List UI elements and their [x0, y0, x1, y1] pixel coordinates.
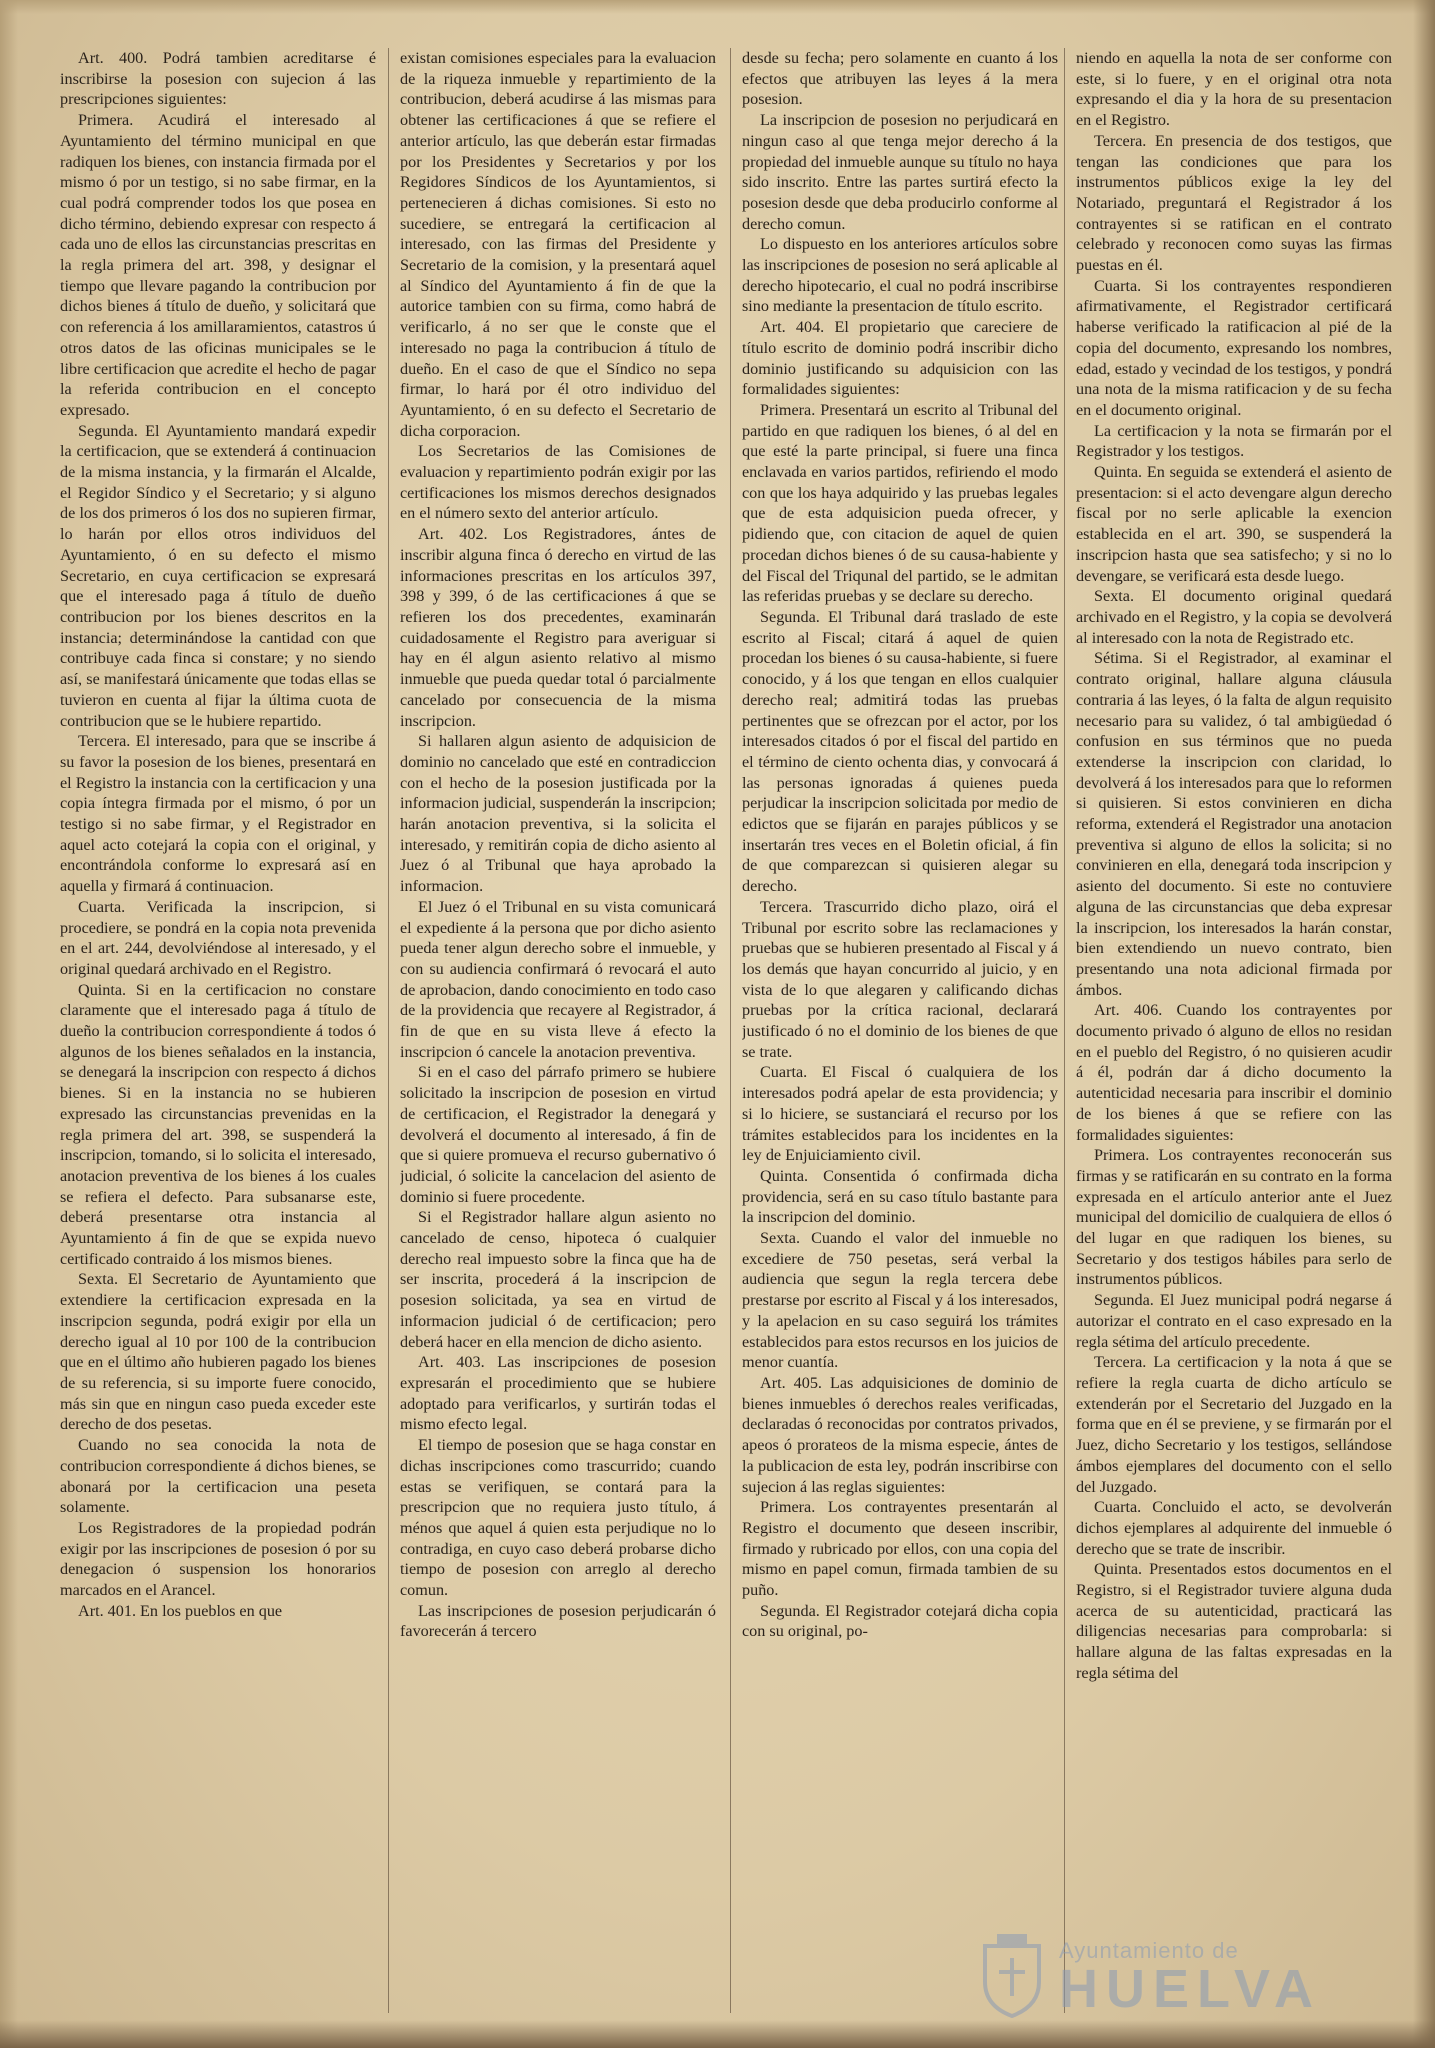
column-rule — [730, 48, 731, 2013]
paragraph: Cuarta. Concluido el acto, se devolverán dichos ejemplares al adquirente del inmueble ó derecho que se trate de inscribir. — [1076, 1498, 1392, 1558]
coat-of-arms-icon — [977, 1932, 1047, 2025]
text-columns — [60, 48, 1392, 2013]
archive-watermark — [977, 1928, 1347, 2028]
paragraph: Tercera. La certificacion y la nota á que se refiere la regla cuarta de dicho artículo se extenderán por el Secretario del Juzgado en la forma que en él se previene, y se firmarán por el Juez, dicho Secretario y los testigos, sellándose ámbos ejemplares del documento con el sello del Juzgado. — [1076, 1353, 1392, 1496]
paragraph: Cuando no sea conocida la nota de contribucion correspondiente á dichos bienes, se abonará por la certificacion una peseta solamente. — [60, 1436, 376, 1517]
paragraph: Quinta. Si en la certificacion no constare claramente que el interesado paga á título de dueño la contribucion correspondiente á todos ó algunos de los bienes señalados en la instancia, se denegará la inscripcion con respecto á dichos bienes. Si en la instancia no se hubieren expresado las circunstancias prevenidas en la regla primera del art. 398, se suspenderá la inscripcion, tomando, si lo solicita el interesado, anotacion preventiva de los bienes á los cuales se refiera el defecto. Para subsanarse este, deberá presentarse otra instancia al Ayuntamiento á fin de que se expida nuevo certificado contraido á los mismos bienes. — [60, 980, 376, 1268]
paragraph: Art. 403. Las inscripciones de posesion expresarán el procedimiento que se hubiere adoptado para verificarlos, y surtirán todas el mismo efecto legal. — [400, 1353, 716, 1434]
watermark-line2: HUELVA — [1059, 1959, 1321, 2019]
page-edge-top — [0, 0, 1435, 14]
paragraph: Los Secretarios de las Comisiones de evaluacion y repartimiento podrán exigir por las certificaciones los mismos derechos designados en el número sexto del anterior artículo. — [400, 442, 716, 523]
paragraph: Tercera. Trascurrido dicho plazo, oirá el Tribunal por escrito sobre las reclamaciones y pruebas que se hubieren presentado al Fiscal y á los demás que hayan concurrido al juicio, y en vista de lo que alegaren y calificando dichas pruebas por la crítica racional, declarará justificado ó no el dominio de los bienes de que se trate. — [742, 897, 1058, 1061]
paragraph: Art. 402. Los Registradores, ántes de inscribir alguna finca ó derecho en virtud de las informaciones prescritas en los artículos 397, 398 y 399, ó de las certificaciones á que se refieren los dos precedentes, examinarán cuidadosamente el Registro para averiguar si hay en él algun asiento relativo al mismo inmueble que pueda quedar total ó parcialmente cancelado por consecuencia de la misma inscripcion. — [400, 525, 716, 730]
paragraph: Quinta. En seguida se extenderá el asiento de presentacion: si el acto devengare algun derecho fiscal por no serle aplicable la exencion establecida en el art. 390, se suspenderá la inscripcion hasta que sea satisfecho; y si no lo devengare, se verificará esta desde luego. — [1076, 463, 1392, 585]
column-rule — [1064, 48, 1065, 2013]
paragraph: El Juez ó el Tribunal en su vista comunicará el expediente á la persona que por dicho asiento pueda tener algun derecho sobre el inmueble, y con su audiencia confirmará ó revocará el auto de aprobacion, dando conocimiento en todo caso de la providencia que recayere al Registrador, á fin de que en su vista lleve á efecto la inscripcion ó cancele la anotacion preventiva. — [400, 897, 716, 1061]
paragraph: Primera. Acudirá el interesado al Ayuntamiento del término municipal en que radiquen los bienes, con instancia firmada por el mismo ó por un testigo, si no sabe firmar, en la cual podrá comprender todos los que posea en dicho término, debiendo expresar con respecto á cada uno de ellos las circunstancias prescritas en la regla primera del art. 398, y designar el tiempo que llevare pagando la contribucion por dichos bienes á título de dueño, y solicitará que con referencia á los amillaramientos, catastros ú otros datos de las oficinas municipales se le libre certificacion que acredite el hecho de pagar la referida contribucion en el concepto expresado. — [60, 111, 376, 419]
column-3 — [742, 48, 1058, 2013]
paragraph: Sétima. Si el Registrador, al examinar el contrato original, hallare alguna cláusula contraria á las leyes, ó la falta de algun requisito necesario para su validez, ó tal ambigüedad ó confusion en sus términos que no pueda extenderse la inscripcion con claridad, lo devolverá á los interesados para que lo reformen si quisieren. Si estos convinieren en dicha reforma, extenderá el Registrador una anotacion preventiva si alguno de ellos la solicita; si no convinieren en ella, denegará toda inscripcion y asiento del documento. Si este no contuviere alguna de las circunstancias que deba expresar la inscripcion, los interesados la harán constar, bien extendiendo un nuevo contrato, bien presentando una nota adicional firmada por ámbos. — [1076, 649, 1392, 999]
watermark-line1: Ayuntamiento de — [1059, 1938, 1239, 1963]
paragraph: Primera. Los contrayentes reconocerán sus firmas y se ratificarán en su contrato en la forma expresada en el artículo anterior ante el Juez municipal del domicilio de cualquiera de ellos ó del lugar en que radiquen los bienes, su Secretario y dos testigos hábiles para serlo de instrumentos públicos. — [1076, 1146, 1392, 1289]
paragraph: La inscripcion de posesion no perjudicará en ningun caso al que tenga mejor derecho á la propiedad del inmueble aunque su título no haya sido inscrito. Entre las partes surtirá efecto la posesion desde que deba producirlo conforme al derecho comun. — [742, 111, 1058, 233]
paragraph: Las inscripciones de posesion perjudicarán ó favorecerán á tercero — [400, 1601, 716, 1641]
page-edge-left — [0, 0, 18, 2048]
paragraph: Quinta. Consentida ó confirmada dicha providencia, será en su caso título bastante para la inscripcion del dominio. — [742, 1166, 1058, 1227]
column-rule — [388, 48, 389, 2013]
paragraph: Tercera. En presencia de dos testigos, que tengan las condiciones que para los instrumentos públicos exige la ley del Notariado, preguntará el Registrador á los contrayentes si se ratifican en el contrato celebrado y reconocen como suyas las firmas puestas en él. — [1076, 131, 1392, 275]
page-edge-right — [1413, 0, 1435, 2048]
paragraph: niendo en aquella la nota de ser conforme con este, si lo fuere, y en el original otra nota expresando el dia y la hora de su presentacion en el Registro. — [1076, 49, 1392, 130]
paragraph: desde su fecha; pero solamente en cuanto á los efectos que atribuyen las leyes á la mera posesion. — [742, 49, 1058, 109]
column-4 — [1076, 48, 1392, 2013]
column-1 — [60, 48, 376, 2013]
paragraph: Si el Registrador hallare algun asiento no cancelado de censo, hipoteca ó cualquier derecho real impuesto sobre la finca que ha de ser inscrita, procederá á la inscripcion de posesion solicitada, ya sea en virtud de informacion judicial ó de certificacion; pero deberá hacer en ella mencion de dicho asiento. — [400, 1208, 716, 1351]
paragraph: La certificacion y la nota se firmarán por el Registrador y los testigos. — [1076, 421, 1392, 461]
paragraph: Art. 400. Podrá tambien acreditarse é inscribirse la posesion con sujecion á las prescripciones siguientes: — [60, 49, 376, 109]
paragraph: Segunda. El Juez municipal podrá negarse á autorizar el contrato en el caso expresado en la regla sétima del artículo precedente. — [1076, 1291, 1392, 1351]
paragraph: Cuarta. El Fiscal ó cualquiera de los interesados podrá apelar de esta providencia; y si lo hiciere, se sustanciará el recurso por los trámites establecidos para los incidentes en la ley de Enjuiciamiento civil. — [742, 1063, 1058, 1165]
paragraph: Sexta. Cuando el valor del inmueble no excediere de 750 pesetas, será verbal la audiencia que segun la regla tercera debe prestarse por escrito al Fiscal y á los interesados, y la apelacion en su caso seguirá los trámites establecidos para estos recursos en los juicios de menor cuantía. — [742, 1229, 1058, 1372]
paragraph: Segunda. El Tribunal dará traslado de este escrito al Fiscal; citará á aquel de quien procedan los bienes ó su causa-habiente, si fuere conocido, y á los que tengan en ellos cualquier derecho real; admitirá todas las pruebas pertinentes que se ofrezcan por el actor, por los interesados citados ó por el fiscal del partido en el término de ciento ochenta dias, y convocará á las personas ignoradas á quienes pueda perjudicar la inscripcion solicitada por medio de edictos que se fijarán en parajes públicos y se insertarán tres veces en el Boletin oficial, á fin de que comparezcan si quisieren alegar su derecho. — [742, 607, 1058, 896]
paragraph: Quinta. Presentados estos documentos en el Registro, si el Registrador tuviere alguna duda acerca de su autenticidad, practicará las diligencias necesarias para comprobarla: si hallare alguna de las faltas expresadas en la regla sétima del — [1076, 1560, 1392, 1682]
paragraph: Cuarta. Si los contrayentes respondieren afirmativamente, el Registrador certificará haberse verificado la ratificacion al pié de la copia del documento, expresando los nombres, edad, estado y vecindad de los testigos, y pondrá una nota de la misma ratificacion y de su fecha en el documento original. — [1076, 276, 1392, 419]
paragraph: existan comisiones especiales para la evaluacion de la riqueza inmueble y repartimiento de la contribucion, deberá acudirse á las mismas para obtener las certificaciones á que se refiere el anterior artículo, las que deberán estar firmadas por los Presidentes y Secretarios y por los Regidores Síndicos de los Ayuntamientos, si pertenecieren á dichas comisiones. Si esto no sucediere, se entregará la certificacion al interesado, con las firmas del Presidente y Secretario de la comision, y la presentará aquel al Síndico del Ayuntamiento á fin de que la autorice tambien con su firma, como habrá de verificarlo, á no ser que le conste que el interesado no paga la contribucion á título de dueño. En el caso de que el Síndico no sepa firmar, lo hará por él otro individuo del Ayuntamiento, ó en su defecto el Secretario de dicha corporacion. — [400, 49, 716, 440]
paragraph: Art. 401. En los pueblos en que — [78, 1601, 283, 1620]
paragraph: Primera. Los contrayentes presentarán al Registro el documento que deseen inscribir, firmado y rubricado por ellos, con una copia del mismo en papel comun, firmada tambien de su puño. — [742, 1498, 1058, 1600]
paragraph: Segunda. El Registrador cotejará dicha copia con su original, po- — [742, 1601, 1058, 1641]
paragraph: Sexta. El documento original quedará archivado en el Registro, y la copia se devolverá al interesado con la nota de Registrado etc. — [1076, 587, 1392, 647]
column-2 — [400, 48, 716, 2013]
paragraph: Tercera. El interesado, para que se inscribe á su favor la posesion de los bienes, presentará en el Registro la instancia con la certificacion y una copia íntegra firmada por el mismo, ó por un testigo si no sabe firmar, y el Registrador en aquel acto cotejará la copia con el original, y encontrándola conforme lo expresará así en aquella y firmará á continuacion. — [60, 732, 376, 896]
paragraph: Primera. Presentará un escrito al Tribunal del partido en que radiquen los bienes, ó al del en que esté la parte principal, si fuere una finca enclavada en varios partidos, refiriendo el modo con que los haya adquirido y las pruebas legales que de esta adquisicion pueda ofrecer, y pidiendo que, con citacion de aquel de quien procedan dichos bienes ó de su causa-habiente y del Fiscal del Triqunal del partido, se le admitan las referidas pruebas y se declare su derecho. — [742, 400, 1058, 606]
paragraph: Segunda. El Ayuntamiento mandará expedir la certificacion, que se extenderá á continuacion de la misma instancia, y la firmarán el Alcalde, el Regidor Síndico y el Secretario; y si alguno de los dos primeros ó los dos no supieren firmar, lo harán por ellos otros individuos del Ayuntamiento, ó en su defecto el mismo Secretario, en cuya certificacion se expresará que el interesado paga á título de dueño contribucion por los bienes descritos en la instancia; determinándose la cantidad con que contribuye cada finca si constare; y no siendo así, se manifestará únicamente que todas ellas se tuvieron en cuenta al fijar la última cuota de contribucion que se le hubiere repartido. — [60, 421, 376, 730]
paragraph: Art. 406. Cuando los contrayentes por documento privado ó alguno de ellos no residan en el pueblo del Registro, ó no quisieren acudir á él, podrán dar á dicho documento la autenticidad necesaria para inscribir el dominio de los bienes á que se refiere con las formalidades siguientes: — [1076, 1001, 1392, 1144]
paragraph: El tiempo de posesion que se haga constar en dichas inscripciones como trascurrido; cuando estas se verifiquen, se contará para la prescripcion que no requiera justo título, á ménos que aquel á quien esta perjudique no lo contradiga, en cuyo caso deberá probarse dicho tiempo de posesion con arreglo al derecho comun. — [400, 1436, 716, 1600]
paragraph: Si hallaren algun asiento de adquisicion de dominio no cancelado que esté en contradiccion con el hecho de la posesion justificada por la informacion judicial, suspenderán la inscripcion; harán anotacion preventiva, si la solicita el interesado, y remitirán copia de dicho asiento al Juez ó al Tribunal que haya aprobado la informacion. — [400, 732, 716, 896]
paragraph: Cuarta. Verificada la inscripcion, si procediere, se pondrá en la copia nota prevenida en el art. 244, devolviéndose al interesado, y el original quedará archivado en el Registro. — [60, 897, 376, 978]
paragraph: Los Registradores de la propiedad podrán exigir por las inscripciones de posesion ó por su denegacion ó suspension los honorarios marcados en el Arancel. — [60, 1518, 376, 1600]
paragraph: Si en el caso del párrafo primero se hubiere solicitado la inscripcion de posesion en virtud de certificacion, el Registrador la denegará y devolverá el documento al interesado, á fin de que si quiere promueva el recurso gubernativo ó judicial, ó solicite la cancelacion del asiento de dominio si fuere procedente. — [400, 1063, 716, 1206]
paragraph: Art. 404. El propietario que careciere de título escrito de dominio podrá inscribir dicho dominio justificando su adquisicion con las formalidades siguientes: — [742, 318, 1058, 399]
paragraph: Art. 405. Las adquisiciones de dominio de bienes inmuebles ó derechos reales verificadas, declaradas ó reconocidas por contratos privados, apeos ó prorateos de la misma especie, ántes de la publicacion de esta ley, podrán inscribirse con sujecion á las reglas siguientes: — [742, 1374, 1058, 1496]
paragraph: Sexta. El Secretario de Ayuntamiento que extendiere la certificacion expresada en la inscripcion segunda, podrá exigir por ella un derecho igual al 10 por 100 de la contribucion que en el último año hubieren pagado los bienes de su referencia, si su importe fuere conocido, más sin que en ningun caso pueda exceder este derecho de dos pesetas. — [60, 1270, 376, 1434]
paragraph: Lo dispuesto en los anteriores artículos sobre las inscripciones de posesion no será aplicable al derecho hipotecario, el cual no podrá inscribirse sino mediante la presentacion de título escrito. — [742, 235, 1058, 316]
